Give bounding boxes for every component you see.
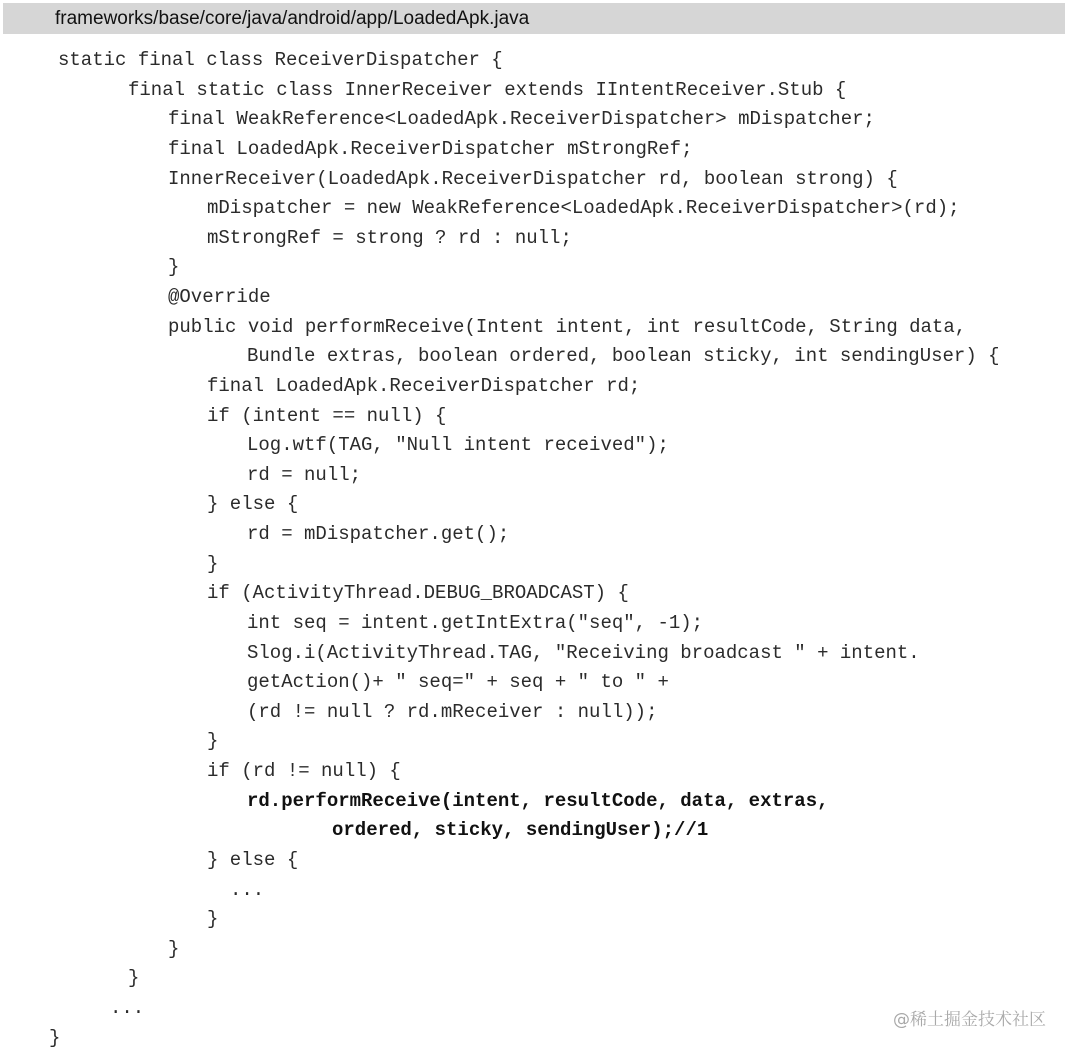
- code-line: } else {: [207, 493, 299, 516]
- code-line: }: [128, 967, 140, 990]
- watermark: @稀土掘金技术社区: [893, 1010, 1046, 1030]
- code-line: }: [207, 552, 219, 575]
- code-line: }: [207, 730, 219, 753]
- code-line: mDispatcher = new WeakReference<LoadedApk.ReceiverDispatcher>(rd);: [207, 197, 960, 220]
- code-line: }: [207, 908, 219, 931]
- code-line: int seq = intent.getIntExtra("seq", -1);: [247, 611, 704, 634]
- code-line: InnerReceiver(LoadedApk.ReceiverDispatcher rd, boolean strong) {: [168, 167, 898, 190]
- code-line: Log.wtf(TAG, "Null intent received");: [247, 434, 669, 457]
- code-line: final WeakReference<LoadedApk.ReceiverDispatcher> mDispatcher;: [168, 108, 875, 131]
- code-line: final static class InnerReceiver extends IIntentReceiver.Stub {: [128, 78, 847, 101]
- code-line: Bundle extras, boolean ordered, boolean sticky, int sendingUser) {: [247, 345, 1000, 368]
- code-line: rd = null;: [247, 463, 362, 486]
- code-line: final LoadedApk.ReceiverDispatcher rd;: [207, 374, 641, 397]
- code-line: ...: [110, 997, 145, 1019]
- code-line: Slog.i(ActivityThread.TAG, "Receiving broadcast " + intent.: [247, 641, 920, 664]
- code-block: [0, 46, 1074, 1053]
- code-line: ordered, sticky, sendingUser);//1: [332, 819, 709, 842]
- code-line: } else {: [207, 848, 299, 871]
- code-line: ...: [230, 878, 265, 901]
- code-line: rd = mDispatcher.get();: [247, 523, 510, 545]
- code-line: }: [49, 1026, 61, 1049]
- code-line: public void performReceive(Intent intent, int resultCode, String data,: [168, 315, 967, 338]
- file-path: frameworks/base/core/java/android/app/LoadedApk.java: [55, 8, 530, 29]
- code-line: (rd != null ? rd.mReceiver : null));: [247, 700, 658, 723]
- code-line: static final class ReceiverDispatcher {: [58, 49, 503, 71]
- code-line: @Override: [168, 286, 271, 308]
- file-path-header: [3, 3, 1065, 34]
- code-line: if (ActivityThread.DEBUG_BROADCAST) {: [207, 582, 629, 605]
- code-line: getAction()+ " seq=" + seq + " to " +: [247, 671, 669, 694]
- code-line: }: [168, 256, 180, 279]
- code-line: mStrongRef = strong ? rd : null;: [207, 226, 572, 249]
- code-line: final LoadedApk.ReceiverDispatcher mStrongRef;: [168, 137, 693, 160]
- code-line: if (intent == null) {: [207, 404, 447, 427]
- code-line: if (rd != null) {: [207, 760, 401, 782]
- code-line: }: [168, 937, 180, 960]
- code-line: rd.performReceive(intent, resultCode, data, extras,: [247, 789, 829, 812]
